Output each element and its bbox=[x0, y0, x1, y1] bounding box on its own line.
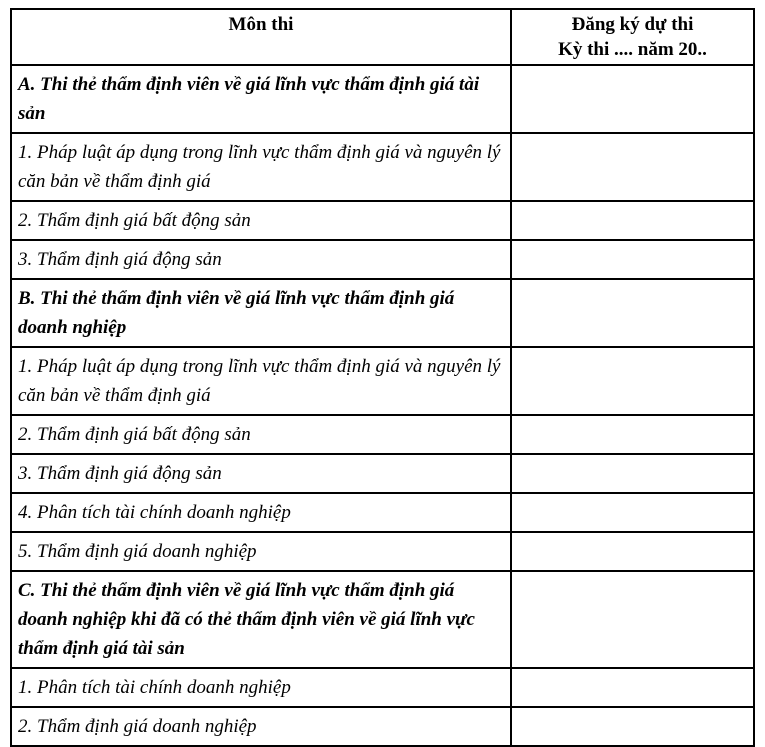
header-row bbox=[11, 9, 754, 65]
register-cell bbox=[511, 668, 754, 707]
table-row bbox=[11, 668, 754, 707]
subject-cell: 5. Thẩm định giá doanh nghiệp bbox=[11, 532, 511, 571]
table-row bbox=[11, 347, 754, 415]
subject-cell: 2. Thẩm định giá bất động sản bbox=[11, 201, 511, 240]
register-cell bbox=[511, 240, 754, 279]
register-cell bbox=[511, 571, 754, 668]
subject-cell: 3. Thẩm định giá động sản bbox=[11, 454, 511, 493]
column-header-subject bbox=[11, 9, 511, 65]
subject-cell: A. Thi thẻ thẩm định viên về giá lĩnh vực thẩm định giá tài sản bbox=[11, 65, 511, 133]
table-row bbox=[11, 415, 754, 454]
register-cell bbox=[511, 707, 754, 746]
subject-cell: B. Thi thẻ thẩm định viên về giá lĩnh vực thẩm định giá doanh nghiệp bbox=[11, 279, 511, 347]
table-row bbox=[11, 454, 754, 493]
exam-registration-table bbox=[10, 8, 755, 747]
table-row bbox=[11, 493, 754, 532]
table-body bbox=[11, 65, 754, 746]
table-row bbox=[11, 571, 754, 668]
subject-cell: 2. Thẩm định giá doanh nghiệp bbox=[11, 707, 511, 746]
subject-cell: 1. Pháp luật áp dụng trong lĩnh vực thẩm định giá và nguyên lý căn bản về thẩm định giá bbox=[11, 347, 511, 415]
register-cell bbox=[511, 201, 754, 240]
register-cell bbox=[511, 415, 754, 454]
table-row bbox=[11, 707, 754, 746]
register-cell bbox=[511, 133, 754, 201]
column-header-register-line2: Kỳ thi .... năm 20.. bbox=[558, 39, 707, 60]
table-row bbox=[11, 240, 754, 279]
register-cell bbox=[511, 454, 754, 493]
register-cell bbox=[511, 532, 754, 571]
register-cell bbox=[511, 279, 754, 347]
column-header-register-line1: Đăng ký dự thi bbox=[571, 14, 694, 35]
table-row bbox=[11, 201, 754, 240]
register-cell bbox=[511, 347, 754, 415]
table-row bbox=[11, 532, 754, 571]
column-header-subject-label: Môn thi bbox=[228, 14, 294, 35]
register-cell bbox=[511, 65, 754, 133]
subject-cell: 3. Thẩm định giá động sản bbox=[11, 240, 511, 279]
table-row bbox=[11, 65, 754, 133]
register-cell bbox=[511, 493, 754, 532]
table-row bbox=[11, 133, 754, 201]
subject-cell: 4. Phân tích tài chính doanh nghiệp bbox=[11, 493, 511, 532]
subject-cell: 2. Thẩm định giá bất động sản bbox=[11, 415, 511, 454]
subject-cell: C. Thi thẻ thẩm định viên về giá lĩnh vực thẩm định giá doanh nghiệp khi đã có thẻ thẩm định viên về giá lĩnh vực thẩm định giá tài sản bbox=[11, 571, 511, 668]
table-header bbox=[11, 9, 754, 65]
column-header-register bbox=[511, 9, 754, 65]
subject-cell: 1. Pháp luật áp dụng trong lĩnh vực thẩm định giá và nguyên lý căn bản về thẩm định giá bbox=[11, 133, 511, 201]
table-row bbox=[11, 279, 754, 347]
subject-cell: 1. Phân tích tài chính doanh nghiệp bbox=[11, 668, 511, 707]
